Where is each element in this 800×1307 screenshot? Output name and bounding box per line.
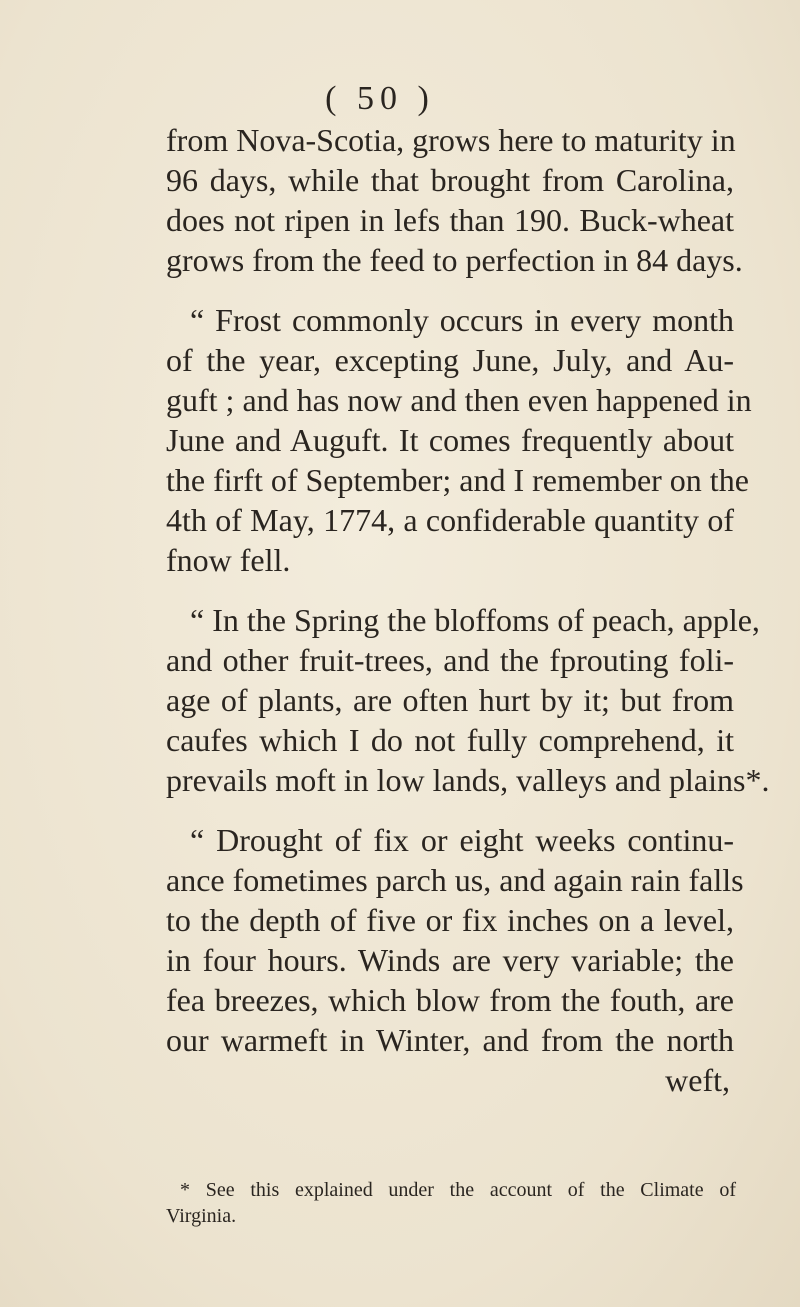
text-line: prevails moft in low lands, valleys and plains*. (166, 762, 770, 798)
text-line: the firft of September; and I remember on the (166, 462, 749, 498)
text-line: 96 days, while that brought from Carolina, (166, 162, 734, 198)
text-line: and other fruit-trees, and the fprouting foli- (166, 642, 734, 678)
page-number-header: ( 50 ) (325, 80, 435, 117)
text-line: June and Auguft. It comes frequently about (166, 422, 734, 458)
catchword: weft, (665, 1062, 730, 1098)
text-line: does not ripen in lefs than 190. Buck-wheat (166, 202, 734, 238)
text-line: of the year, excepting June, July, and Au- (166, 342, 734, 378)
text-line: 4th of May, 1774, a confiderable quantity of (166, 502, 734, 538)
text-line: grows from the feed to perfection in 84 days. (166, 242, 743, 278)
text-line: guft ; and has now and then even happened in (166, 382, 752, 418)
text-line: “ Drought of fix or eight weeks continu- (190, 822, 734, 858)
text-line: from Nova-Scotia, grows here to maturity in (166, 122, 736, 158)
text-line: fea breezes, which blow from the fouth, are (166, 982, 734, 1018)
text-line: in four hours. Winds are very variable; the (166, 942, 734, 978)
text-line: fnow fell. (166, 542, 291, 578)
footnote-line: Virginia. (166, 1205, 237, 1227)
text-line: to the depth of five or fix inches on a level, (166, 902, 734, 938)
text-line: “ In the Spring the bloffoms of peach, apple, (190, 602, 760, 638)
text-line: caufes which I do not fully comprehend, it (166, 722, 734, 758)
text-line: ance fometimes parch us, and again rain falls (166, 862, 744, 898)
text-line: our warmeft in Winter, and from the north (166, 1022, 734, 1058)
text-line: “ Frost commonly occurs in every month (190, 302, 734, 338)
text-line: age of plants, are often hurt by it; but from (166, 682, 734, 718)
footnote-line: * See this explained under the account of the Climate of (180, 1179, 736, 1201)
